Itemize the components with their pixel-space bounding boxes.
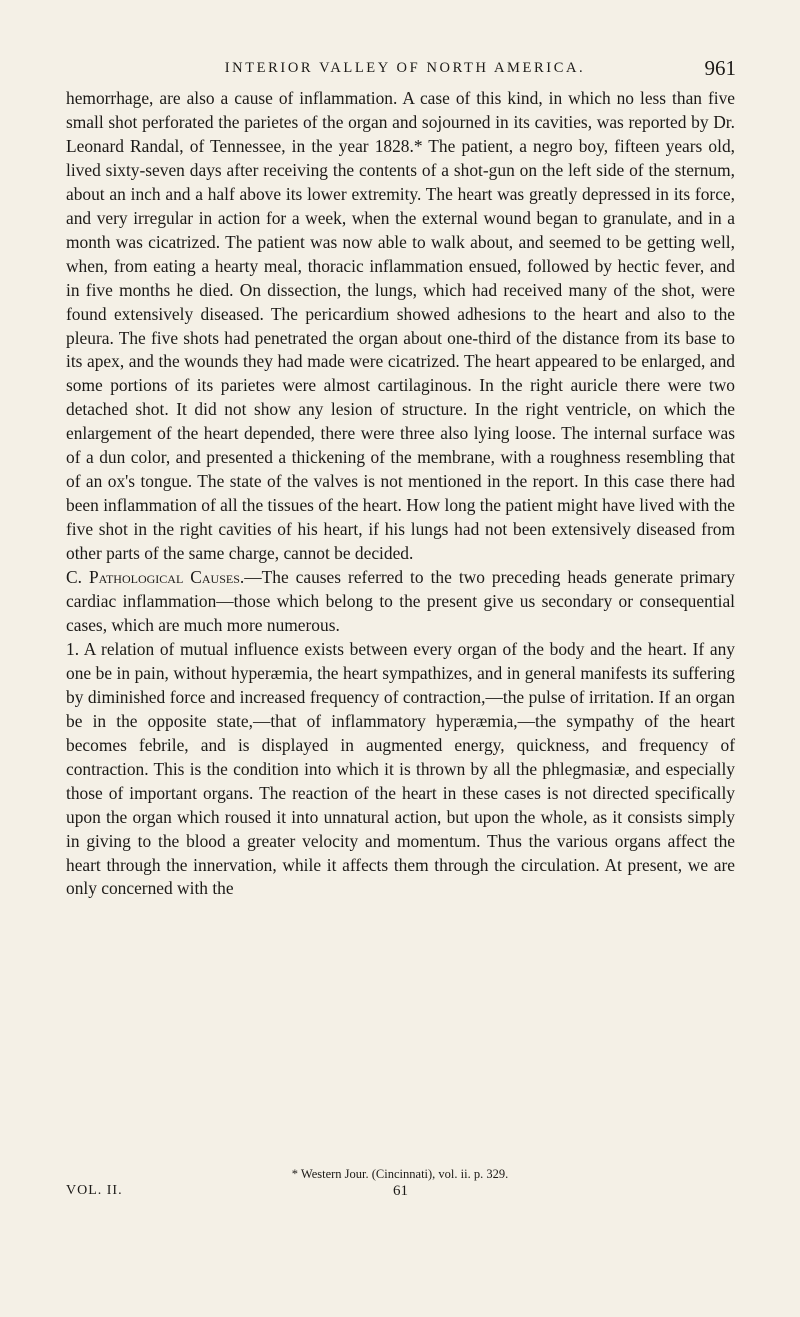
section-heading: C. Pathological Causes.	[66, 567, 245, 588]
paragraph-pathological-causes-text: —The causes referred to the two preceding heads generate primary cardiac inflammation—those which belong to the present give us secondary or consequential cases, which are much more numerous.	[66, 567, 735, 635]
paragraph-pathological-causes	[66, 566, 735, 638]
body-text	[66, 87, 735, 901]
page-number: 961	[704, 56, 736, 80]
volume-mark: VOL. II.	[66, 1183, 123, 1198]
signature-mark: 61	[393, 1183, 408, 1199]
footnote: * Western Jour. (Cincinnati), vol. ii. p. 329.	[291, 1167, 509, 1181]
running-header	[0, 56, 800, 86]
page-footer	[66, 1183, 736, 1203]
paragraph-mutual-influence: 1. A relation of mutual influence exists between every organ of the body and the heart. If any one be in pain, without hyperæmia, the heart sympathizes, and in general manifests its suffering by diminished force and increased frequency of contraction,—the pulse of irritation. If an organ be in the opposite state,—that of inflammatory hyperæmia,—the sympathy of the heart becomes febrile, and is displayed in augmented energy, quickness, and frequency of contraction. This is the condition into which it is thrown by all the phlegmasiæ, and especially those of important organs. The reaction of the heart in these cases is not directed specifically upon the organ which roused it into unnatural action, but upon the whole, as it consists simply in giving to the blood a greater velocity and momentum. Thus the various organs affect the heart through the innervation, while it affects them through the circulation. At present, we are only concerned with the	[66, 638, 735, 899]
running-title: INTERIOR VALLEY OF NORTH AMERICA.	[224, 60, 586, 76]
paragraph-case-report: hemorrhage, are also a cause of inflammation. A case of this kind, in which no less than five small shot perforated the parietes of the organ and sojourned in its cavities, was reported by Dr. Leonard Randal, of Tennessee, in the year 1828.* The patient, a negro boy, fifteen years old, lived sixty-seven days after receiving the contents of a shot-gun on the left side of the sternum, about an inch and a half above its lower extremity. The heart was greatly depressed in its force, and very irregular in action for a week, when the external wound began to granulate, and in a month was cicatrized. The patient was now able to walk about, and seemed to be getting well, when, from eating a hearty meal, thoracic inflammation ensued, followed by hectic fever, and in five months he died. On dissection, the lungs, which had received many of the shot, were found extensively diseased. The pericardium showed adhesions to the heart and also to the pleura. The five shots had penetrated the organ about one-third of the distance from its base to its apex, and the wounds they had made were cicatrized. The heart appeared to be enlarged, and some portions of its parietes were almost cartilaginous. In the right auricle there were two detached shot. It did not show any lesion of structure. In the right ventricle, on which the enlargement of the heart depended, there were three also lying loose. The internal surface was of a dun color, and presented a thickening of the membrane, with a roughness resembling that of an ox's tongue. The state of the valves is not mentioned in the report. In this case there had been inflammation of all the tissues of the heart. How long the patient might have lived with the five shot in the right cavities of his heart, if his lungs had not been extensively diseased from other parts of the same charge, cannot be decided.	[66, 88, 735, 564]
